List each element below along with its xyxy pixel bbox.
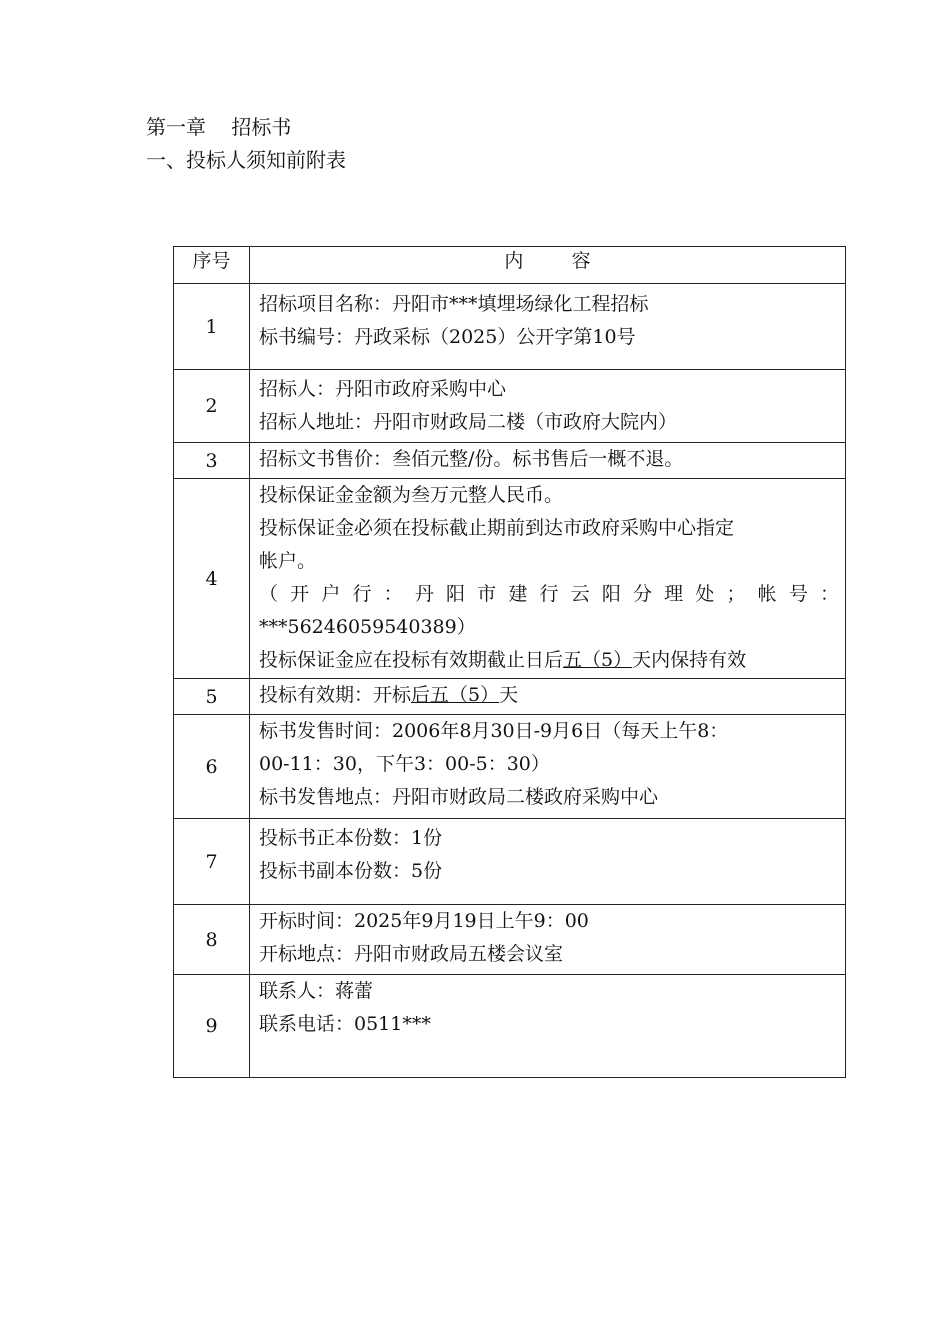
row-line: 联系电话：0511*** [259,1013,431,1035]
row-content [250,443,846,479]
row-number: 7 [174,819,250,905]
table-row [174,443,846,479]
bid-notice-table [173,246,846,1078]
row-number: 1 [174,284,250,370]
row-number: 6 [174,715,250,819]
row-line: 招标文书售价：叁佰元整/份。标书售后一概不退。 [259,448,684,470]
row-line: 投标保证金金额为叁万元整人民币。 [259,484,564,506]
row-content [250,905,846,975]
row-number: 2 [174,370,250,443]
row-number: 8 [174,905,250,975]
row-content [250,284,846,370]
row-line: 帐户。 [259,550,317,572]
table-row [174,479,846,679]
row-line: 招标人地址：丹阳市财政局二楼（市政府大院内） [259,411,678,433]
text-segment: 天 [499,684,519,706]
row-content [250,479,846,679]
text-segment: 投标保证金应在投标有效期截止日后 [259,649,564,671]
row-content [250,715,846,819]
underlined-segment: 后五（5） [411,684,500,706]
table-row [174,975,846,1078]
table-row [174,905,846,975]
underlined-segment: 五（5） [563,649,633,671]
row-number: 9 [174,975,250,1078]
text-segment: 投标有效期：开标 [259,684,412,706]
table-row [174,819,846,905]
row-line: 标书发售时间：2006年8月30日-9月6日（每天上午8： [259,720,729,742]
text-segment: 天内保持有效 [632,649,747,671]
row-line: 招标人：丹阳市政府采购中心 [259,378,507,400]
row-line: 联系人：蒋蕾 [259,980,374,1002]
row-number: 5 [174,679,250,715]
table-header-row [174,247,846,284]
row-line: 标书编号：丹政采标（2025）公开字第10号 [259,326,636,348]
row-content [250,370,846,443]
row-line: 00-11：30，下午3：00-5：30） [259,753,550,775]
row-line: 投标书正本份数：1份 [259,827,443,849]
row-line: ***56246059540389） [259,616,476,638]
row-line [259,679,839,712]
row-number: 3 [174,443,250,479]
row-line: 标书发售地点：丹阳市财政局二楼政府采购中心 [259,786,659,808]
chapter-title: 第一章 招标书 [146,115,292,139]
table-row [174,715,846,819]
header-content: 内 容 [250,247,846,284]
row-line: 招标项目名称：丹阳市***填埋场绿化工程招标 [259,293,649,315]
table-row [174,370,846,443]
row-line: 投标保证金必须在投标截止期前到达市政府采购中心指定 [259,517,735,539]
row-line: 开标地点：丹阳市财政局五楼会议室 [259,943,564,965]
row-line: 投标书副本份数：5份 [259,860,443,882]
table-row [174,679,846,715]
row-line: 开标时间：2025年9月19日上午9：00 [259,910,589,932]
table-row [174,284,846,370]
row-content [250,819,846,905]
section-title: 一、投标人须知前附表 [146,148,346,172]
row-line [259,644,839,677]
header-no: 序号 [174,247,250,284]
row-content [250,975,846,1078]
row-content [250,679,846,715]
row-number: 4 [174,479,250,679]
row-line: （开户行：丹阳市建行云阳分理处；帐号： [259,583,839,605]
